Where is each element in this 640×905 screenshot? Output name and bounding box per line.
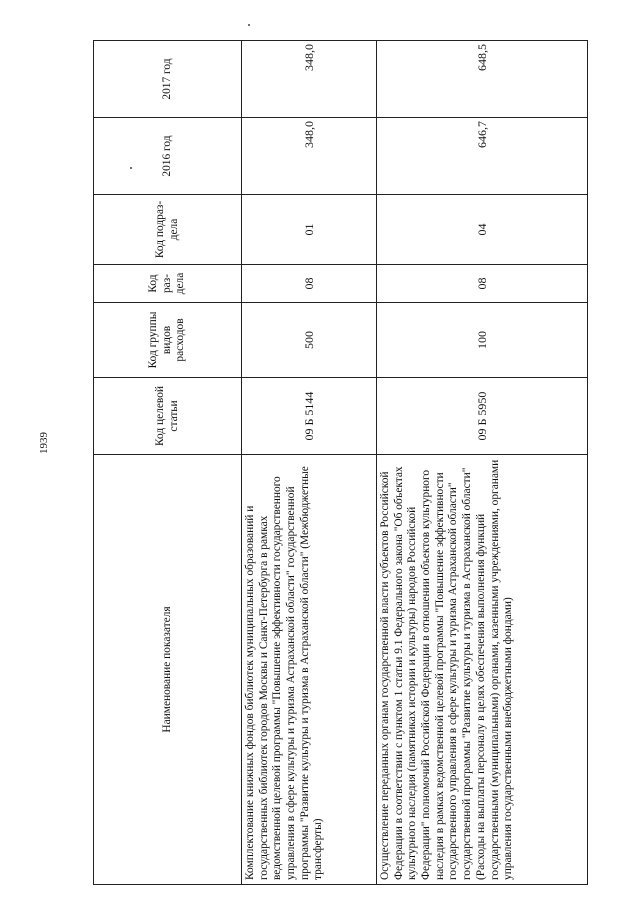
row-expense-group-code: 100 <box>377 303 588 378</box>
row-section-code: 08 <box>377 265 588 303</box>
header-year-2017: 2017 год <box>94 41 242 118</box>
table-row <box>242 41 377 885</box>
header-name: Наименование показателя <box>94 455 242 885</box>
scan-speck <box>248 24 250 26</box>
row-value-2017: 348,0 <box>242 41 377 118</box>
header-row <box>94 41 242 885</box>
row-subsection-code: 01 <box>242 195 377 265</box>
row-expense-group-code: 500 <box>242 303 377 378</box>
rotated-table-container <box>93 41 587 885</box>
row-value-2016: 348,0 <box>242 118 377 195</box>
header-subsection-code: Код подраз-дела <box>94 195 242 265</box>
header-expense-group-code: Код группы видов расходов <box>94 303 242 378</box>
header-year-2016: 2016 год <box>94 118 242 195</box>
budget-table <box>93 40 588 885</box>
table-row <box>377 41 588 885</box>
row-target-code: 09 Б 5144 <box>242 378 377 455</box>
row-value-2016: 646,7 <box>377 118 588 195</box>
row-target-code: 09 Б 5950 <box>377 378 588 455</box>
row-section-code: 08 <box>242 265 377 303</box>
row-name: Комплектование книжных фондов библиотек муниципальных образований и государственных библиотек городов Москвы и Санкт-Петербурга в рамках ведомственной целевой программы "Повышение эффективности государственного управления в сфере культуры и туризма Астраханской области" государственной программы "Развитие культуры и туризма в Астраханской области" (Межбюджетные трансферты) <box>242 455 377 885</box>
header-target-code: Код целевой статьи <box>94 378 242 455</box>
row-value-2017: 648,5 <box>377 41 588 118</box>
page-number: 1939 <box>38 432 50 454</box>
header-section-code: Код раз-дела <box>94 265 242 303</box>
row-name: Осуществление переданных органам государственной власти субъектов Российской Федерации в соответствии с пунктом 1 статьи 9.1 Федерального закона "Об объектах культурного наследия (памятниках истории и культуры) народов Российской Федерации" полномочий Российской Федерации в отношении объектов культурного наследия в рамках ведомственной целевой программы "Повышение эффективности государственного управления в сфере культуры и туризма Астраханской области" государственной программы "Развитие культуры и туризма в Астраханской области" (Расходы на выплаты персоналу в целях обеспечения выполнения функций государственными (муниципальными) органами, казенными учреждениями, органами управления государственными внебюджетными фондами) <box>377 455 588 885</box>
row-subsection-code: 04 <box>377 195 588 265</box>
